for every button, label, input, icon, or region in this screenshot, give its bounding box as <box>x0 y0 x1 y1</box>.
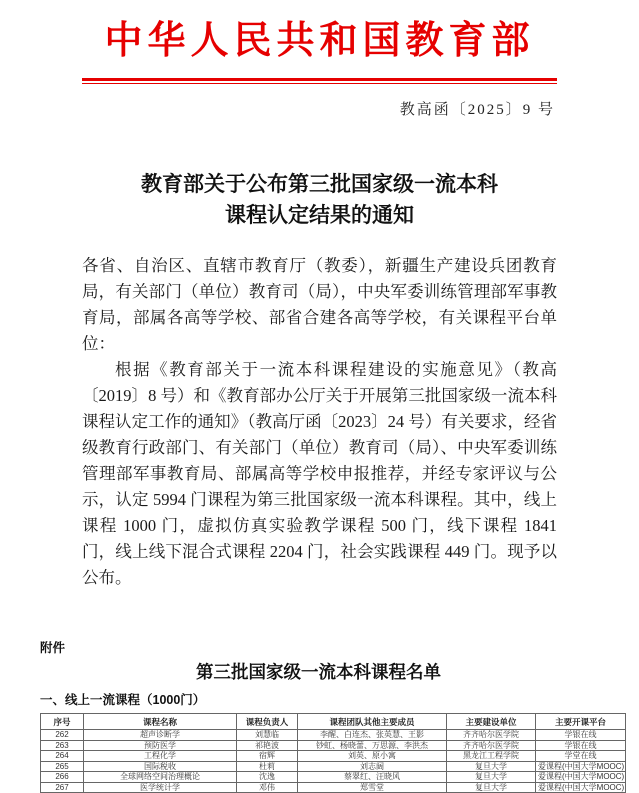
online-course-section-title: 一、线上一流课程（1000门） <box>40 693 206 707</box>
column-header: 课程负责人 <box>237 714 298 730</box>
table-row <box>41 772 626 783</box>
table-cell: 工程化学 <box>84 751 237 762</box>
table-cell: 国际税收 <box>84 761 237 772</box>
table-cell: 钞虹、杨晓蕾、万思源、李洪杰 <box>298 740 447 751</box>
table-cell: 蔡翠红、汪晓风 <box>298 772 447 783</box>
table-cell: 李醒、白连杰、张英慧、王影 <box>298 730 447 741</box>
column-header: 课程团队其他主要成员 <box>298 714 447 730</box>
table-row <box>41 730 626 741</box>
document-number: 教高函〔2025〕9 号 <box>399 102 555 118</box>
table-cell: 沈逸 <box>237 772 298 783</box>
table-cell: 刘慧临 <box>237 730 298 741</box>
table-cell: 黑龙江工程学院 <box>447 751 536 762</box>
table-cell: 爱课程(中国大学MOOC) <box>536 782 626 793</box>
table-cell: 爱课程(中国大学MOOC) <box>536 761 626 772</box>
notice-body <box>82 253 557 591</box>
table-cell: 267 <box>41 782 84 793</box>
attachment-section <box>40 638 625 793</box>
table-row <box>41 751 626 762</box>
header-row <box>41 714 626 730</box>
table-cell: 祁艳波 <box>237 740 298 751</box>
notice-title-line2: 课程认定结果的通知 <box>225 203 414 227</box>
document-page <box>0 20 639 792</box>
table-cell: 杜莉 <box>237 761 298 772</box>
table-cell: 学银在线 <box>536 730 626 741</box>
table-cell: 264 <box>41 751 84 762</box>
notice-title <box>0 169 639 231</box>
table-cell: 邓伟 <box>237 782 298 793</box>
table-cell: 262 <box>41 730 84 741</box>
table-cell: 复旦大学 <box>447 772 536 783</box>
table-row <box>41 761 626 772</box>
column-header: 主要开课平台 <box>536 714 626 730</box>
table-row <box>41 782 626 793</box>
table-cell: 全球网络空间治理概论 <box>84 772 237 783</box>
table-cell: 齐齐哈尔医学院 <box>447 730 536 741</box>
table-cell: 刘英、原小寓 <box>298 751 447 762</box>
addressee-paragraph: 各省、自治区、直辖市教育厅（教委），新疆生产建设兵团教育局，有关部门（单位）教育司（局），中央军委训练管理部军事教育局，部属各高等学校、部省合建各高等学校，有关课程平台单位： <box>82 256 557 353</box>
table-cell: 复旦大学 <box>447 782 536 793</box>
table-cell: 266 <box>41 772 84 783</box>
column-header: 序号 <box>41 714 84 730</box>
table-row <box>41 740 626 751</box>
attachment-label: 附件 <box>40 641 66 655</box>
letterhead-divider <box>82 78 557 84</box>
course-table-header <box>41 714 626 730</box>
table-cell: 郑雪堂 <box>298 782 447 793</box>
table-cell: 刘志阔 <box>298 761 447 772</box>
divider-thick-line <box>82 78 557 81</box>
column-header: 主要建设单位 <box>447 714 536 730</box>
notice-title-line1: 教育部关于公布第三批国家级一流本科 <box>141 172 498 196</box>
divider-thin-line <box>82 83 557 84</box>
course-table-body <box>41 730 626 793</box>
table-cell: 超声诊断学 <box>84 730 237 741</box>
course-list-title: 第三批国家级一流本科课程名单 <box>196 662 441 682</box>
ministry-letterhead-title: 中华人民共和国教育部 <box>104 20 535 62</box>
course-table <box>40 713 626 793</box>
table-cell: 预防医学 <box>84 740 237 751</box>
table-cell: 齐齐哈尔医学院 <box>447 740 536 751</box>
table-cell: 265 <box>41 761 84 772</box>
table-cell: 学堂在线 <box>536 751 626 762</box>
column-header: 课程名称 <box>84 714 237 730</box>
table-cell: 医学统计学 <box>84 782 237 793</box>
table-cell: 复旦大学 <box>447 761 536 772</box>
table-cell: 263 <box>41 740 84 751</box>
main-paragraph: 根据《教育部关于一流本科课程建设的实施意见》（教高〔2019〕8 号）和《教育部办公厅关于开展第三批国家级一流本科课程认定工作的通知》（教高厅函〔2023〕24 号）有关要求，经省级教育行政部门、有关部门（单位）教育司（局）、中央军委训练管理部军事教育局、部属高等学校申报推荐，并经专家评议与公示，认定 5994 门课程为第三批国家级一流本科课程。其中，线上课程 1000 门，虚拟仿真实验教学课程 500 门，线下课程 1841 门，线上线下混合式课程 2204 门，社会实践课程 449 门。现予以公布。 <box>82 360 557 587</box>
table-cell: 学银在线 <box>536 740 626 751</box>
table-cell: 宿辉 <box>237 751 298 762</box>
table-cell: 爱课程(中国大学MOOC) <box>536 772 626 783</box>
